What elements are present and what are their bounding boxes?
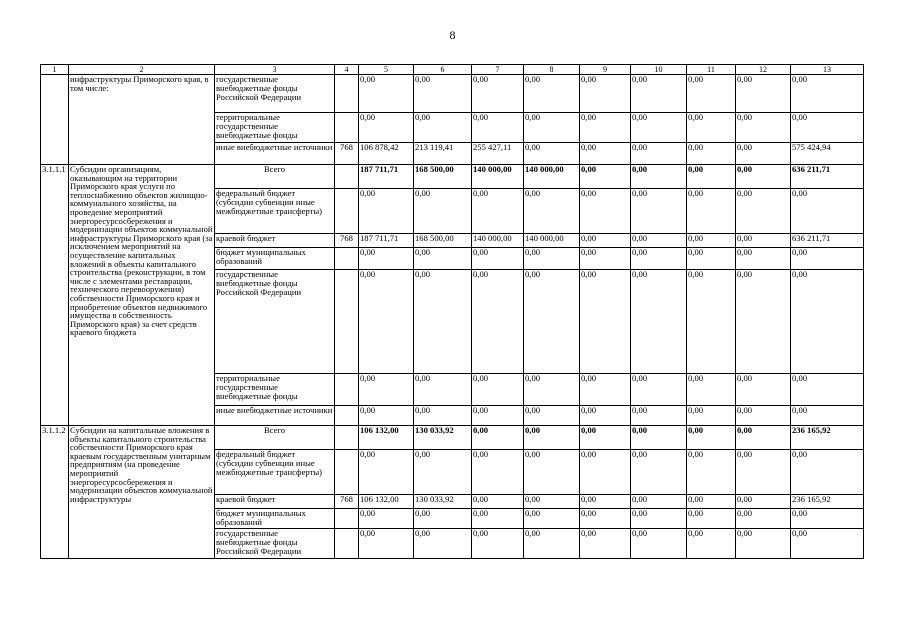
amount-cell: 0,00 <box>472 75 524 113</box>
amount-cell: 0,00 <box>524 374 580 406</box>
amount-cell: 0,00 <box>414 509 472 529</box>
amount-cell: 0,00 <box>631 165 687 189</box>
amount-cell: 0,00 <box>631 143 687 165</box>
amount-cell: 0,00 <box>631 406 687 426</box>
funding-source: краевой бюджет <box>215 234 335 248</box>
amount-cell: 0,00 <box>791 406 864 426</box>
amount-cell: 0,00 <box>736 426 791 450</box>
budget-code <box>335 75 359 113</box>
amount-cell: 0,00 <box>414 189 472 234</box>
amount-cell: 0,00 <box>631 248 687 270</box>
amount-cell: 106 132,00 <box>359 495 414 509</box>
amount-cell: 0,00 <box>736 113 791 143</box>
page-number: 8 <box>449 28 456 42</box>
funding-source: государственные внебюджетные фонды Российской Федерации <box>215 529 335 559</box>
amount-cell: 0,00 <box>687 189 736 234</box>
budget-code <box>335 165 359 189</box>
amount-cell: 636 211,71 <box>791 165 864 189</box>
column-header: 13 <box>791 65 864 75</box>
amount-cell: 0,00 <box>524 529 580 559</box>
amount-cell: 140 000,00 <box>472 165 524 189</box>
amount-cell: 0,00 <box>359 189 414 234</box>
amount-cell: 0,00 <box>472 189 524 234</box>
amount-cell: 0,00 <box>791 248 864 270</box>
amount-cell: 0,00 <box>736 270 791 374</box>
funding-source: государственные внебюджетные фонды Российской Федерации <box>215 75 335 113</box>
amount-cell: 0,00 <box>472 509 524 529</box>
amount-cell: 575 424,94 <box>791 143 864 165</box>
amount-cell: 140 000,00 <box>524 165 580 189</box>
amount-cell: 0,00 <box>472 529 524 559</box>
amount-cell: 255 427,11 <box>472 143 524 165</box>
funding-source: федеральный бюджет (субсидии субвенции иные межбюджетные трансферты) <box>215 450 335 495</box>
amount-cell: 0,00 <box>524 189 580 234</box>
amount-cell: 0,00 <box>580 143 631 165</box>
funding-source: федеральный бюджет (субсидии субвенции иные межбюджетные трансферты) <box>215 189 335 234</box>
amount-cell: 0,00 <box>631 234 687 248</box>
amount-cell: 0,00 <box>687 165 736 189</box>
amount-cell: 0,00 <box>472 113 524 143</box>
amount-cell: 0,00 <box>631 450 687 495</box>
amount-cell: 0,00 <box>580 248 631 270</box>
amount-cell: 0,00 <box>687 248 736 270</box>
measure-description: Субсидии организациям, оказывающим на территории Приморского края услуги по теплоснабжению объектов жилищно-коммунального хозяйства, на проведение мероприятий энергоресурсосбережения и модернизации объектов коммунальной инфраструктуры Приморского края (за исключением мероприятий на осуществление капитальных вложений в объекты капитального строительства (реконструкции, в том числе с элементами реставрации, технического перевооружения) собственности Приморского края и приобретение объектов недвижимого имущества в собственность Приморского края) за счет средств краевого бюджета <box>69 165 215 426</box>
amount-cell: 0,00 <box>687 374 736 406</box>
amount-cell: 130 033,92 <box>414 426 472 450</box>
amount-cell: 0,00 <box>631 374 687 406</box>
amount-cell: 0,00 <box>736 509 791 529</box>
amount-cell: 0,00 <box>414 406 472 426</box>
amount-cell: 0,00 <box>687 113 736 143</box>
funding-source: иные внебюджетные источники <box>215 143 335 165</box>
amount-cell: 0,00 <box>791 113 864 143</box>
amount-cell: 0,00 <box>414 374 472 406</box>
budget-code: 768 <box>335 143 359 165</box>
amount-cell: 0,00 <box>359 450 414 495</box>
amount-cell: 0,00 <box>736 189 791 234</box>
table-row <box>41 165 864 189</box>
amount-cell: 0,00 <box>472 248 524 270</box>
column-header: 4 <box>335 65 359 75</box>
amount-cell: 140 000,00 <box>524 234 580 248</box>
amount-cell: 0,00 <box>414 529 472 559</box>
amount-cell: 0,00 <box>359 374 414 406</box>
amount-cell: 0,00 <box>414 113 472 143</box>
amount-cell: 0,00 <box>791 450 864 495</box>
amount-cell: 236 165,92 <box>791 495 864 509</box>
amount-cell: 0,00 <box>524 426 580 450</box>
column-header: 5 <box>359 65 414 75</box>
funding-source: территориальные государственные внебюджетные фонды <box>215 374 335 406</box>
amount-cell: 0,00 <box>472 406 524 426</box>
budget-code <box>335 426 359 450</box>
amount-cell: 0,00 <box>736 248 791 270</box>
amount-cell: 0,00 <box>414 248 472 270</box>
amount-cell: 106 878,42 <box>359 143 414 165</box>
amount-cell: 0,00 <box>736 529 791 559</box>
amount-cell: 0,00 <box>414 450 472 495</box>
amount-cell: 168 500,00 <box>414 165 472 189</box>
amount-cell: 0,00 <box>580 509 631 529</box>
column-header: 2 <box>69 65 215 75</box>
amount-cell: 0,00 <box>472 270 524 374</box>
amount-cell: 187 711,71 <box>359 234 414 248</box>
amount-cell: 168 500,00 <box>414 234 472 248</box>
amount-cell: 0,00 <box>524 406 580 426</box>
amount-cell: 0,00 <box>359 509 414 529</box>
column-header: 10 <box>631 65 687 75</box>
amount-cell: 0,00 <box>687 426 736 450</box>
funding-source: бюджет муниципальных образований <box>215 248 335 270</box>
budget-code <box>335 509 359 529</box>
amount-cell: 0,00 <box>736 450 791 495</box>
amount-cell: 0,00 <box>736 234 791 248</box>
amount-cell: 213 119,41 <box>414 143 472 165</box>
budget-code <box>335 248 359 270</box>
row-number: 3.1.1.1 <box>41 165 69 426</box>
column-header: 7 <box>472 65 524 75</box>
amount-cell: 0,00 <box>472 426 524 450</box>
amount-cell: 0,00 <box>687 143 736 165</box>
funding-source: краевой бюджет <box>215 495 335 509</box>
budget-code <box>335 113 359 143</box>
amount-cell: 0,00 <box>736 143 791 165</box>
budget-code <box>335 529 359 559</box>
amount-cell: 236 165,92 <box>791 426 864 450</box>
budget-code: 768 <box>335 234 359 248</box>
amount-cell: 0,00 <box>687 406 736 426</box>
table-row <box>41 75 864 113</box>
budget-code <box>335 374 359 406</box>
budget-code <box>335 189 359 234</box>
amount-cell: 187 711,71 <box>359 165 414 189</box>
amount-cell: 130 033,92 <box>414 495 472 509</box>
amount-cell: 0,00 <box>687 234 736 248</box>
column-header: 1 <box>41 65 69 75</box>
amount-cell: 0,00 <box>414 75 472 113</box>
amount-cell: 0,00 <box>687 529 736 559</box>
amount-cell: 0,00 <box>631 113 687 143</box>
amount-cell: 0,00 <box>631 75 687 113</box>
amount-cell: 0,00 <box>414 270 472 374</box>
amount-cell: 0,00 <box>580 495 631 509</box>
amount-cell: 0,00 <box>791 529 864 559</box>
measure-description: Субсидии на капитальные вложения в объекты капитального строительства собственности Приморского края краевым государственным унитарным предприятиям (на проведение мероприятий энергоресурсосбережения и модернизации объектов коммунальной инфраструктуры <box>69 426 215 559</box>
amount-cell: 0,00 <box>472 450 524 495</box>
amount-cell: 0,00 <box>736 75 791 113</box>
amount-cell: 0,00 <box>359 406 414 426</box>
amount-cell: 0,00 <box>791 270 864 374</box>
amount-cell: 0,00 <box>791 509 864 529</box>
amount-cell: 0,00 <box>359 270 414 374</box>
amount-cell: 0,00 <box>580 374 631 406</box>
amount-cell: 0,00 <box>736 374 791 406</box>
amount-cell: 0,00 <box>580 189 631 234</box>
amount-cell: 0,00 <box>631 426 687 450</box>
budget-code <box>335 450 359 495</box>
amount-cell: 0,00 <box>580 270 631 374</box>
budget-code <box>335 406 359 426</box>
budget-code: 768 <box>335 495 359 509</box>
amount-cell: 0,00 <box>631 509 687 529</box>
amount-cell: 0,00 <box>736 165 791 189</box>
column-header: 6 <box>414 65 472 75</box>
amount-cell: 0,00 <box>580 165 631 189</box>
funding-source: иные внебюджетные источники <box>215 406 335 426</box>
measure-description: инфраструктуры Приморского края, в том числе: <box>69 75 215 165</box>
column-header: 8 <box>524 65 580 75</box>
amount-cell: 0,00 <box>580 75 631 113</box>
amount-cell: 0,00 <box>524 450 580 495</box>
column-header: 3 <box>215 65 335 75</box>
amount-cell: 0,00 <box>580 113 631 143</box>
amount-cell: 0,00 <box>791 374 864 406</box>
funding-source: территориальные государственные внебюджетные фонды <box>215 113 335 143</box>
amount-cell: 0,00 <box>524 75 580 113</box>
amount-cell: 0,00 <box>580 234 631 248</box>
amount-cell: 0,00 <box>736 495 791 509</box>
amount-cell: 0,00 <box>791 189 864 234</box>
amount-cell: 0,00 <box>736 406 791 426</box>
amount-cell: 0,00 <box>524 509 580 529</box>
amount-cell: 0,00 <box>631 495 687 509</box>
budget-table <box>40 64 864 559</box>
amount-cell: 0,00 <box>580 450 631 495</box>
amount-cell: 0,00 <box>524 143 580 165</box>
row-number <box>41 75 69 165</box>
column-header: 11 <box>687 65 736 75</box>
amount-cell: 0,00 <box>687 450 736 495</box>
amount-cell: 0,00 <box>631 189 687 234</box>
amount-cell: 0,00 <box>359 248 414 270</box>
amount-cell: 0,00 <box>524 495 580 509</box>
amount-cell: 106 132,00 <box>359 426 414 450</box>
funding-source: бюджет муниципальных образований <box>215 509 335 529</box>
amount-cell: 0,00 <box>631 529 687 559</box>
row-number: 3.1.1.2 <box>41 426 69 559</box>
column-header-row <box>41 65 864 75</box>
amount-cell: 0,00 <box>687 495 736 509</box>
amount-cell: 0,00 <box>687 75 736 113</box>
amount-cell: 0,00 <box>687 509 736 529</box>
amount-cell: 0,00 <box>359 529 414 559</box>
table-row <box>41 426 864 450</box>
amount-cell: 0,00 <box>687 270 736 374</box>
amount-cell: 0,00 <box>472 374 524 406</box>
amount-cell: 0,00 <box>580 529 631 559</box>
amount-cell: 0,00 <box>524 113 580 143</box>
column-header: 9 <box>580 65 631 75</box>
amount-cell: 0,00 <box>359 75 414 113</box>
amount-cell: 0,00 <box>631 270 687 374</box>
amount-cell: 140 000,00 <box>472 234 524 248</box>
amount-cell: 0,00 <box>580 426 631 450</box>
amount-cell: 0,00 <box>524 270 580 374</box>
amount-cell: 0,00 <box>524 248 580 270</box>
amount-cell: 0,00 <box>472 495 524 509</box>
budget-code <box>335 270 359 374</box>
amount-cell: 0,00 <box>359 113 414 143</box>
amount-cell: 636 211,71 <box>791 234 864 248</box>
amount-cell: 0,00 <box>791 75 864 113</box>
column-header: 12 <box>736 65 791 75</box>
amount-cell: 0,00 <box>580 406 631 426</box>
funding-source: Всего <box>215 165 335 189</box>
funding-source: Всего <box>215 426 335 450</box>
funding-source: государственные внебюджетные фонды Российской Федерации <box>215 270 335 374</box>
